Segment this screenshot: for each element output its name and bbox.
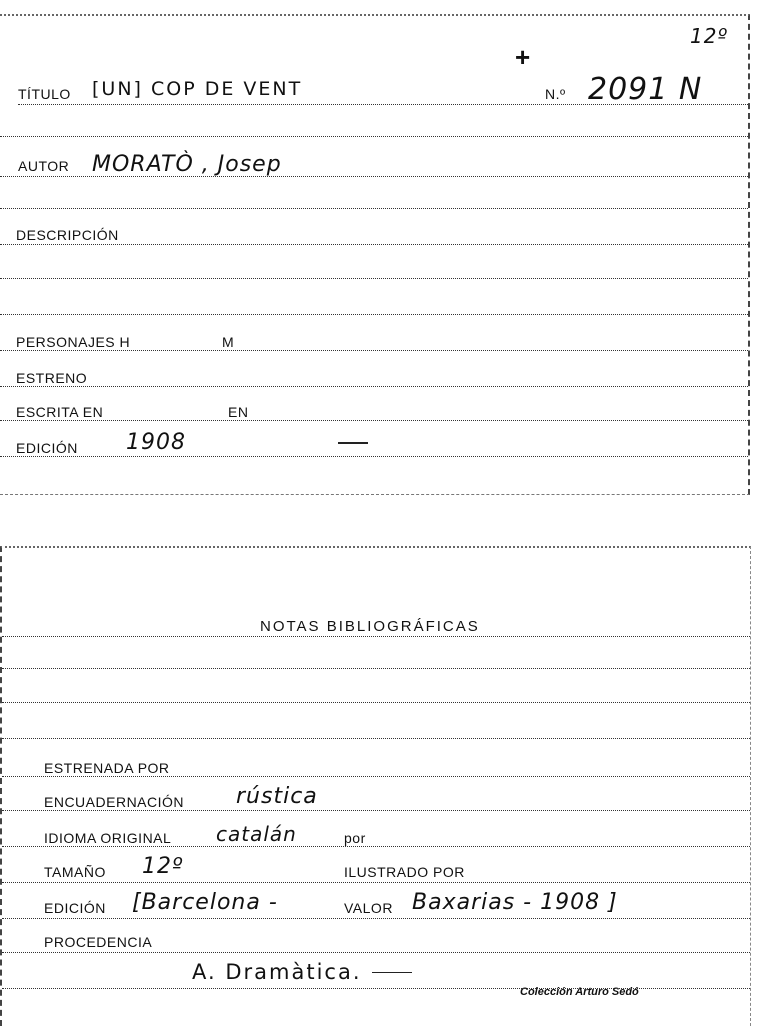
estrenada-label: ESTRENADA POR — [44, 760, 170, 776]
idioma-label: IDIOMA ORIGINAL — [44, 830, 172, 846]
encuadernacion-value: rústica — [236, 784, 318, 809]
tamano-label: TAMAÑO — [44, 864, 106, 880]
procedencia-label: PROCEDENCIA — [44, 934, 153, 950]
catalog-card-back — [0, 546, 751, 1026]
idioma-value: catalán — [216, 822, 297, 846]
por-label: por — [344, 830, 366, 846]
autor-value: MORATÒ , Josep — [92, 152, 282, 177]
valor-label: VALOR — [344, 900, 393, 916]
numero-label: N.º — [545, 86, 566, 102]
escrita-en2-label: EN — [228, 404, 249, 420]
estreno-label: ESTRENO — [16, 370, 88, 386]
edicion-label: EDICIÓN — [16, 440, 78, 456]
personajes-m-label: M — [222, 334, 235, 350]
titulo-label: TÍTULO — [18, 86, 71, 102]
pen-stroke-2 — [372, 972, 412, 973]
plus-mark: + — [515, 42, 531, 72]
pen-stroke — [338, 442, 368, 444]
numero-value: 2091 N — [588, 72, 703, 107]
personajes-h-label: PERSONAJES H — [16, 334, 131, 350]
valor-value: Baxarias - 1908 ] — [412, 890, 618, 915]
edicion-value: 1908 — [126, 430, 186, 455]
descripcion-label: DESCRIPCIÓN — [16, 227, 119, 243]
procedencia-value: A. Dramàtica. — [192, 960, 362, 984]
edicion-back-value: [Barcelona - — [132, 890, 278, 915]
corner-note: 12º — [690, 24, 728, 48]
notas-heading: NOTAS BIBLIOGRÁFICAS — [260, 618, 480, 635]
encuadernacion-label: ENCUADERNACIÓN — [44, 794, 185, 810]
titulo-value: [UN] COP DE VENT — [92, 78, 303, 100]
collection-stamp: Colección Arturo Sedó — [520, 986, 639, 998]
tamano-value: 12º — [142, 854, 184, 879]
edicion-back-label: EDICIÓN — [44, 900, 106, 916]
autor-label: AUTOR — [18, 158, 70, 174]
ilustrado-label: ILUSTRADO POR — [344, 864, 465, 880]
catalog-card-front — [0, 14, 750, 495]
escrita-en-label: ESCRITA EN — [16, 404, 104, 420]
